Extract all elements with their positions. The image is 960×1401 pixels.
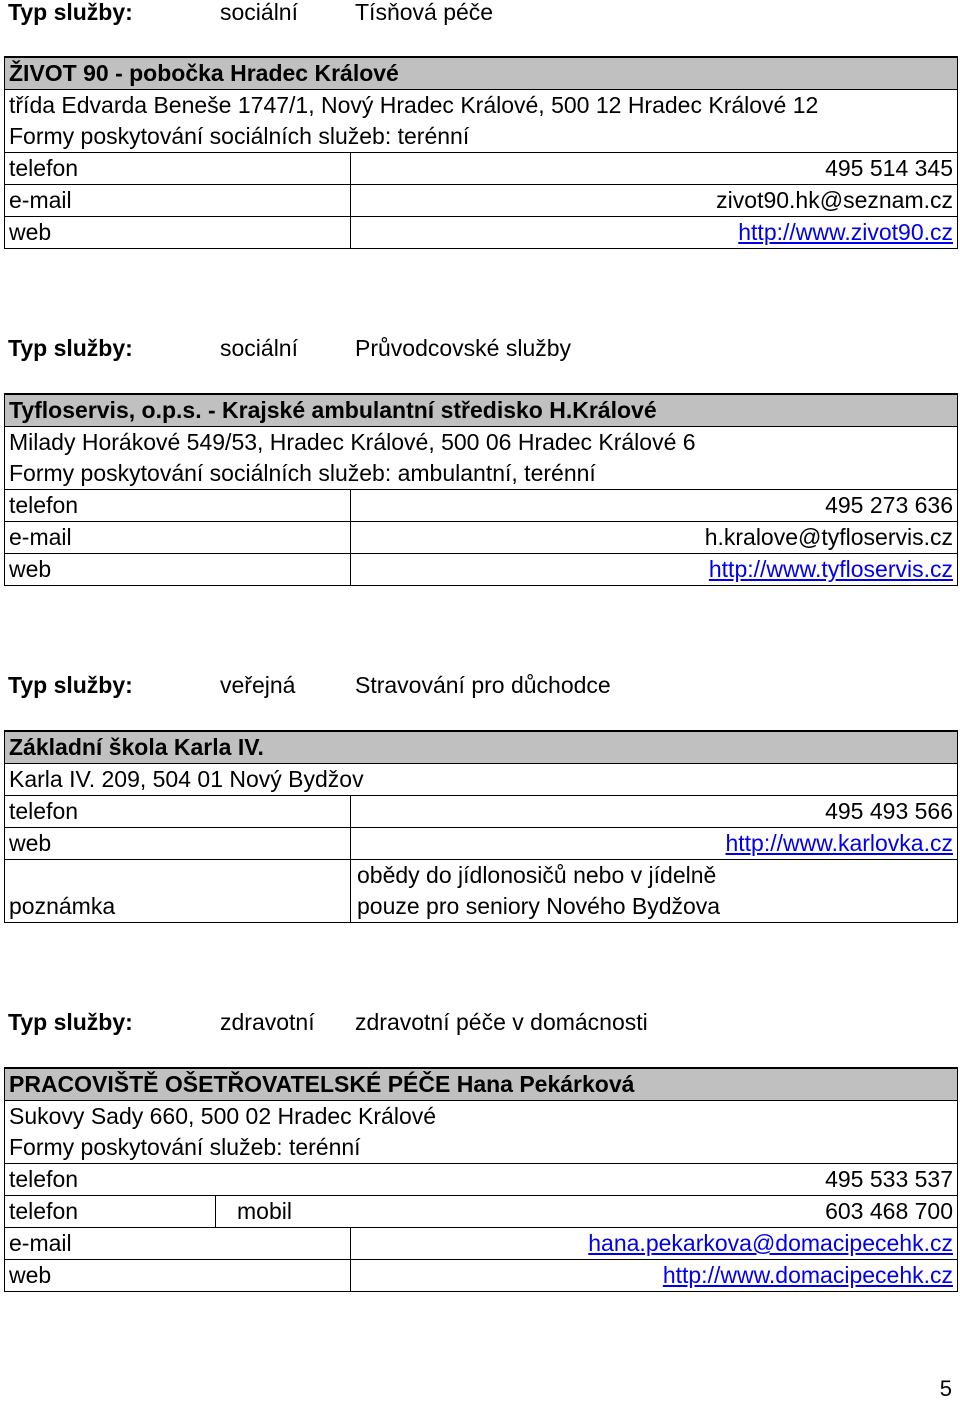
provider-card-2 xyxy=(4,393,958,586)
service: zdravotní péče v domácnosti xyxy=(355,1009,648,1035)
web-link[interactable]: http://www.tyfloservis.cz xyxy=(708,556,953,582)
service: Stravování pro důchodce xyxy=(355,672,611,698)
type-label: Typ služby: xyxy=(8,672,133,698)
page-number: 5 xyxy=(939,1376,952,1401)
provider-address: Sukovy Sady 660, 500 02 Hradec Králové xyxy=(4,1101,958,1132)
service: Tísňová péče xyxy=(355,0,494,25)
provider-card-1 xyxy=(4,56,958,249)
email-row: e-mail hana.pekarkova@domacipecehk.cz xyxy=(4,1228,958,1260)
web-row: web http://www.zivot90.cz xyxy=(4,217,958,249)
provider-address: Karla IV. 209, 504 01 Nový Bydžov xyxy=(4,764,958,796)
email-row: e-mail h.kralove@tyfloservis.cz xyxy=(4,522,958,554)
provider-forms: Formy poskytování sociálních služeb: terénní xyxy=(4,121,958,153)
email-row: e-mail zivot90.hk@seznam.cz xyxy=(4,185,958,217)
category: sociální xyxy=(220,335,298,361)
provider-card-4 xyxy=(4,1067,958,1292)
provider-card-3 xyxy=(4,730,958,923)
type-label: Typ služby: xyxy=(8,0,133,25)
note-line-1: obědy do jídlonosičů nebo v jídelně xyxy=(357,862,717,888)
service: Průvodcovské služby xyxy=(355,335,572,361)
phone-row: telefon 495 533 537 xyxy=(4,1164,958,1196)
phone-row: telefon 495 273 636 xyxy=(4,490,958,522)
email-value: h.kralove@tyfloservis.cz xyxy=(704,524,953,550)
provider-forms: Formy poskytování sociálních služeb: ambulantní, terénní xyxy=(4,458,958,490)
web-row: web http://www.karlovka.cz xyxy=(4,828,958,860)
web-link[interactable]: http://www.domacipecehk.cz xyxy=(662,1262,953,1288)
email-link[interactable]: hana.pekarkova@domacipecehk.cz xyxy=(588,1230,953,1256)
web-link[interactable]: http://www.zivot90.cz xyxy=(738,219,953,245)
note-line-2: pouze pro seniory Nového Bydžova xyxy=(357,893,721,919)
type-label: Typ služby: xyxy=(8,335,133,361)
category: zdravotní xyxy=(220,1009,315,1035)
phone-row: telefon 495 514 345 xyxy=(4,153,958,185)
web-row: web http://www.tyfloservis.cz xyxy=(4,554,958,586)
phone-row: telefon 495 493 566 xyxy=(4,796,958,828)
provider-name: Tyfloservis, o.p.s. - Krajské ambulantní středisko H.Králové xyxy=(4,393,958,427)
note-row: poznámka obědy do jídlonosičů nebo v jídelně pouze pro seniory Nového Bydžova xyxy=(4,860,958,923)
type-label: Typ služby: xyxy=(8,1009,133,1035)
provider-name: PRACOVIŠTĚ OŠETŘOVATELSKÉ PÉČE Hana Pekárková xyxy=(4,1067,958,1101)
category: sociální xyxy=(220,0,298,25)
mobile-row: telefon mobil 603 468 700 xyxy=(4,1196,958,1228)
provider-name: ŽIVOT 90 - pobočka Hradec Králové xyxy=(4,56,958,90)
web-row: web http://www.domacipecehk.cz xyxy=(4,1260,958,1292)
provider-address: třída Edvarda Beneše 1747/1, Nový Hradec Králové, 500 12 Hradec Králové 12 xyxy=(4,90,958,121)
web-link[interactable]: http://www.karlovka.cz xyxy=(725,830,953,856)
provider-name: Základní škola Karla IV. xyxy=(4,730,958,764)
mobile-type: mobil xyxy=(237,1198,292,1224)
provider-forms: Formy poskytování služeb: terénní xyxy=(4,1132,958,1164)
email-value: zivot90.hk@seznam.cz xyxy=(716,187,953,213)
category: veřejná xyxy=(220,672,296,698)
provider-address: Milady Horákové 549/53, Hradec Králové, 500 06 Hradec Králové 6 xyxy=(4,427,958,458)
